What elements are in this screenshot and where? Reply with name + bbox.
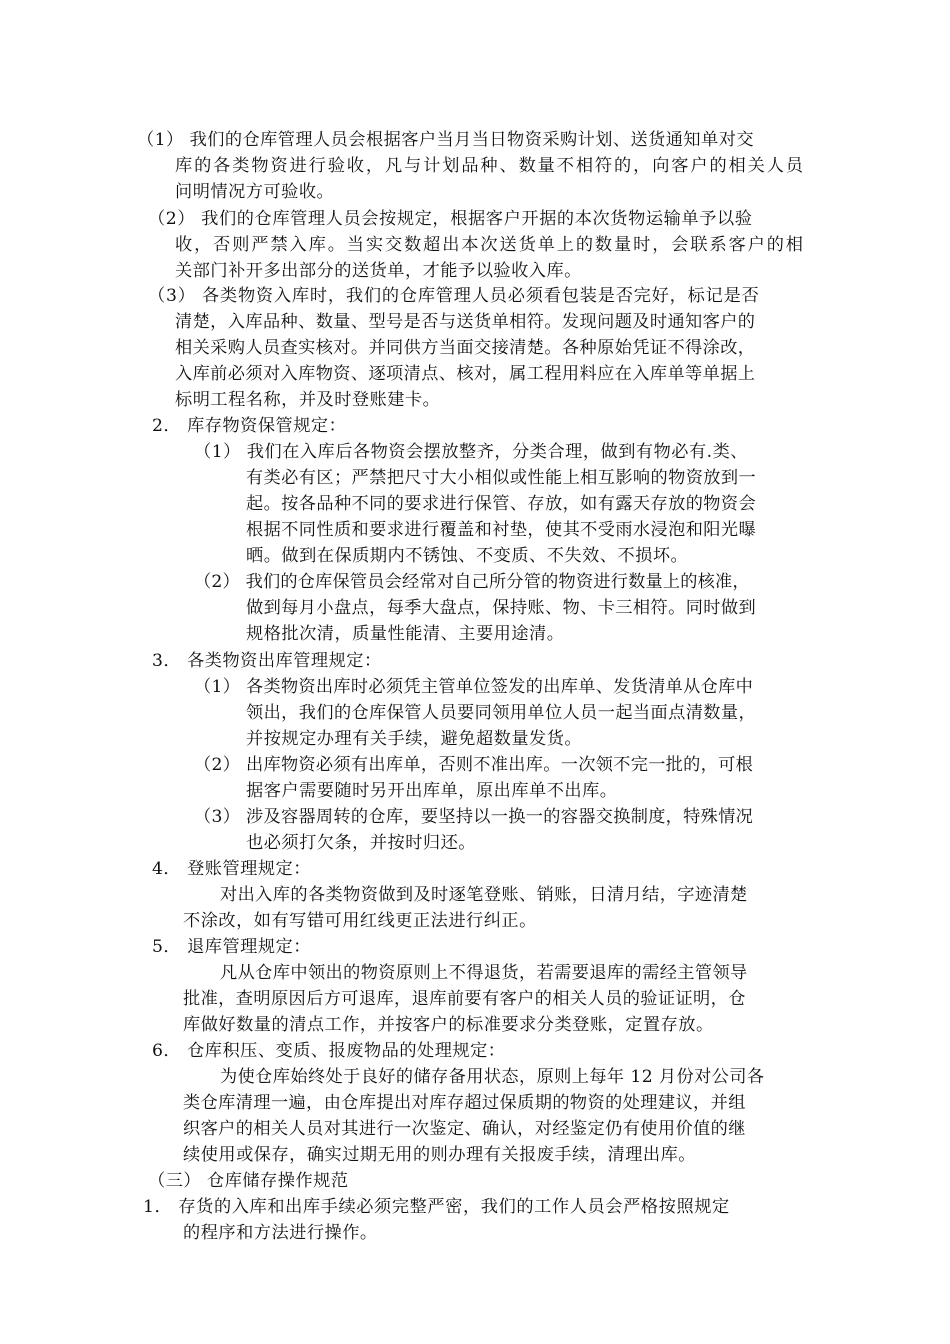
text-line: （3） 涉及容器周转的仓库，要坚持以一换一的容器交换制度，特殊情况 [194, 807, 754, 827]
text-line: 标明工程名称，并及时登账建卡。 [175, 390, 441, 410]
section-heading: 6． 仓库积压、变质、报废物品的处理规定： [152, 1041, 506, 1061]
text-line: 领出，我们的仓库保管人员要同领用单位人员一起当面点清数量， [246, 703, 757, 723]
section-heading: 3． 各类物资出库管理规定： [152, 651, 382, 671]
text-line: 为使仓库始终处于良好的储存备用状态，原则上每年 12 月份对公司各 [220, 1067, 765, 1087]
section-heading: 5． 退库管理规定： [152, 937, 311, 957]
text-line: 规格批次清，质量性能清、主要用途清。 [246, 624, 565, 644]
text-line: 也必须打欠条，并按时归还。 [246, 833, 476, 853]
text-line: 根据不同性质和要求进行覆盖和衬垫，使其不受雨水浸泡和阳光曝 [246, 520, 757, 540]
section-heading: 4． 登账管理规定： [152, 859, 311, 879]
text-line: 对出入库的各类物资做到及时逐笔登账、销账，日清月结，字迹清楚 [220, 885, 748, 905]
text-line: （2） 我们的仓库保管员会经常对自己所分管的物资进行数量上的核准， [194, 572, 750, 592]
section-heading: 2． 库存物资保管规定： [152, 416, 347, 436]
text-line: 做到每月小盘点，每季大盘点，保持账、物、卡三相符。同时做到 [246, 598, 757, 618]
text-line: 不涂改，如有写错可用红线更正法进行纠正。 [183, 911, 537, 931]
text-line: （1） 我们的仓库管理人员会根据客户当月当日物资采购计划、送货通知单对交 [137, 130, 754, 150]
text-line: 问明情况方可验收。 [175, 182, 335, 202]
text-line: （2） 出库物资必须有出库单，否则不准出库。一次领不完一批的，可根 [194, 755, 754, 775]
text-line: 关部门补开多出部分的送货单，才能予以验收入库。 [175, 261, 582, 281]
text-line: 续使用或保存，确实过期无用的则办理有关报废手续，清理出库。 [183, 1145, 696, 1165]
text-line: 有类必有区；严禁把尺寸大小相似或性能上相互影响的物资放到一 [246, 468, 757, 488]
text-line: 起。按各品种不同的要求进行保管、存放，如有露天存放的物资会 [246, 494, 757, 514]
text-line: （2） 我们的仓库管理人员会按规定，根据客户开据的本次货物运输单予以验 [148, 209, 753, 229]
text-line: （1） 各类物资出库时必须凭主管单位签发的出库单、发货清单从仓库中 [194, 677, 754, 697]
text-line: （1） 我们在入库后各物资会摆放整齐，分类合理，做到有物必有.类、 [194, 442, 748, 462]
text-line: 库做好数量的清点工作，并按客户的标准要求分类登账，定置存放。 [183, 1015, 714, 1035]
text-line: 批准，查明原因后方可退库，退库前要有客户的相关人员的验证证明，仓 [183, 989, 746, 1009]
text-line: 凡从仓库中领出的物资原则上不得退货，若需要退库的需经主管领导 [220, 963, 748, 983]
text-line: 清楚，入库品种、数量、型号是否与送货单相符。发现问题及时通知客户的 [175, 312, 756, 332]
text-line: 相关采购人员查实核对。并同供方当面交接清楚。各种原始凭证不得涂改， [175, 338, 756, 358]
text-line: 并按规定办理有关手续，避免超数量发货。 [246, 729, 583, 749]
text-line: 据客户需要随时另开出库单，原出库单不出库。 [246, 781, 618, 801]
text-line: （3） 各类物资入库时，我们的仓库管理人员必须看包装是否完好，标记是否 [148, 286, 760, 306]
section-heading: （三） 仓库储存操作规范 [148, 1171, 349, 1191]
text-line: 织客户的相关人员对其进行一次鉴定、确认，对经鉴定仍有使用价值的继 [183, 1119, 746, 1139]
text-line: 晒。做到在保质期内不锈蚀、不变质、不失效、不损坏。 [246, 546, 689, 566]
text-line: 1． 存货的入库和出库手续必须完整严密，我们的工作人员会严格按照规定 [143, 1197, 730, 1217]
text-line: 类仓库清理一遍，由仓库提出对库存超过保质期的物资的处理建议，并组 [183, 1093, 746, 1113]
text-line: 收，否则严禁入库。当实交数超出本次送货单上的数量时，会联系客户的相 [175, 235, 805, 255]
text-line: 的程序和方法进行操作。 [183, 1223, 378, 1243]
text-line: 库的各类物资进行验收，凡与计划品种、数量不相符的，向客户的相关人员 [175, 156, 805, 176]
text-line: 入库前必须对入库物资、逐项清点、核对，属工程用料应在入库单等单据上 [175, 364, 756, 384]
